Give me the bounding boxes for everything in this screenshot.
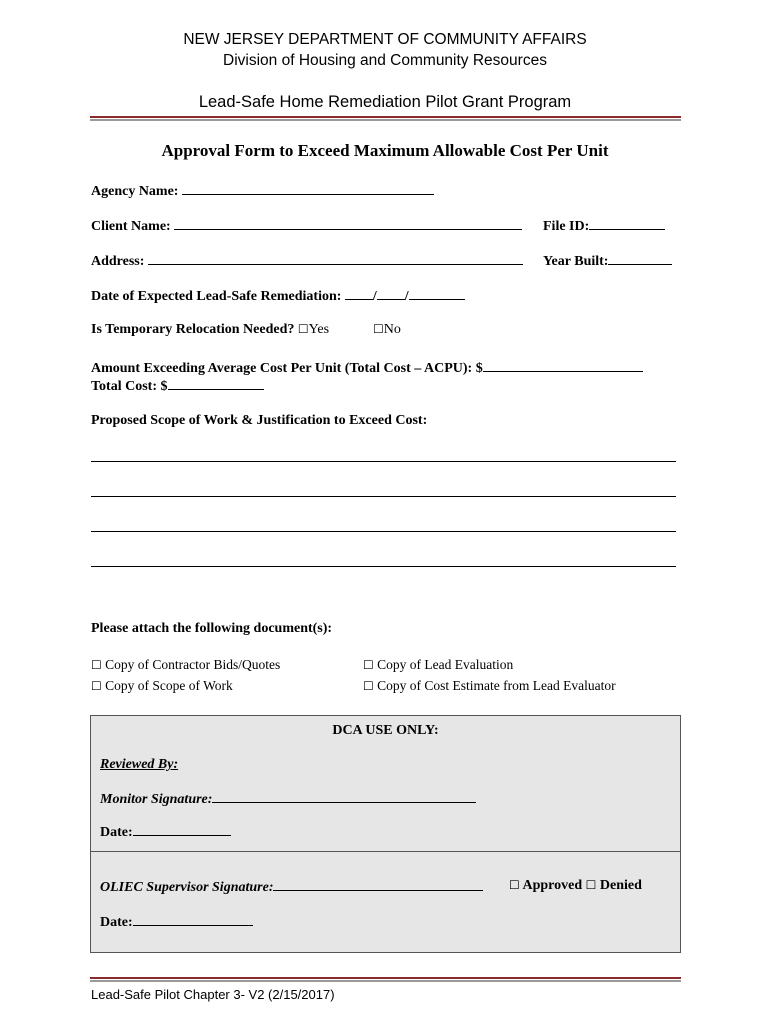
approved-label: Approved	[522, 878, 583, 893]
attachment-item	[363, 678, 616, 694]
address-row	[91, 252, 523, 270]
supervisor-date-field[interactable]	[133, 913, 253, 926]
attachment-label: Copy of Contractor Bids/Quotes	[105, 657, 281, 672]
yes-label: Yes	[308, 322, 330, 337]
year-built-field[interactable]	[608, 252, 672, 265]
scope-label: Proposed Scope of Work & Justification to Exceed Cost:	[91, 413, 428, 428]
checkbox-icon[interactable]: ☐	[585, 878, 597, 892]
address-field[interactable]	[148, 252, 523, 265]
header-rule-red	[90, 116, 681, 118]
scope-line-3[interactable]	[91, 531, 676, 532]
monitor-date-row	[100, 823, 231, 841]
file-id-label: File ID:	[543, 219, 590, 234]
checkbox-icon[interactable]: ☐	[363, 658, 374, 672]
total-cost-field[interactable]	[168, 377, 264, 390]
reviewed-by-label: Reviewed By:	[100, 757, 179, 772]
remediation-date-row	[91, 287, 465, 305]
total-cost-row	[91, 377, 264, 395]
agency-name-row	[91, 182, 434, 200]
attachment-label: Copy of Scope of Work	[105, 678, 233, 693]
monitor-signature-row	[100, 790, 476, 808]
monitor-signature-field[interactable]	[212, 790, 476, 803]
supervisor-date-label: Date:	[100, 915, 133, 930]
address-label: Address:	[91, 254, 145, 269]
year-built-row	[543, 252, 672, 270]
form-title: Approval Form to Exceed Maximum Allowable Cost Per Unit	[161, 141, 609, 160]
header-agency: NEW JERSEY DEPARTMENT OF COMMUNITY AFFAIRS	[183, 31, 587, 48]
remediation-day-field[interactable]	[377, 287, 405, 300]
date-separator: /	[372, 289, 377, 304]
checkbox-icon[interactable]: ☐	[373, 322, 384, 336]
supervisor-signature-row	[100, 878, 483, 896]
denied-label: Denied	[599, 878, 642, 893]
checkbox-icon[interactable]: ☐	[91, 658, 102, 672]
header-division: Division of Housing and Community Resources	[223, 52, 547, 69]
approval-options	[509, 878, 642, 894]
remediation-date-label: Date of Expected Lead-Safe Remediation:	[91, 289, 342, 304]
date-separator: /	[404, 289, 409, 304]
file-id-row	[543, 217, 665, 235]
attachment-item	[91, 657, 280, 673]
supervisor-date-row	[100, 913, 253, 931]
scope-line-2[interactable]	[91, 496, 676, 497]
client-name-row	[91, 217, 522, 235]
checkbox-icon[interactable]: ☐	[509, 878, 520, 892]
file-id-field[interactable]	[589, 217, 665, 230]
no-label: No	[383, 322, 401, 337]
monitor-date-field[interactable]	[133, 823, 231, 836]
supervisor-signature-label: OLIEC Supervisor Signature:	[100, 880, 274, 895]
footer-rule-red	[90, 977, 681, 979]
amount-exceeding-field[interactable]	[483, 359, 643, 372]
monitor-date-label: Date:	[100, 825, 133, 840]
scope-line-4[interactable]	[91, 566, 676, 567]
remediation-month-field[interactable]	[345, 287, 373, 300]
footer-rule-gray	[90, 980, 681, 982]
attachment-item	[363, 657, 513, 673]
supervisor-box	[90, 851, 681, 953]
dca-use-only-box	[90, 715, 681, 852]
header-program: Lead-Safe Home Remediation Pilot Grant Program	[198, 93, 572, 111]
amount-exceeding-label: Amount Exceeding Average Cost Per Unit (Total Cost – ACPU): $	[91, 361, 483, 376]
attach-label: Please attach the following document(s):	[91, 621, 333, 636]
monitor-signature-label: Monitor Signature:	[100, 792, 213, 807]
year-built-label: Year Built:	[543, 254, 609, 269]
supervisor-signature-field[interactable]	[273, 878, 483, 891]
footer-text: Lead-Safe Pilot Chapter 3- V2 (2/15/2017)	[91, 987, 335, 1002]
attachment-label: Copy of Lead Evaluation	[377, 657, 514, 672]
attachment-label: Copy of Cost Estimate from Lead Evaluator	[377, 678, 616, 693]
checkbox-icon[interactable]: ☐	[297, 322, 309, 336]
client-name-field[interactable]	[174, 217, 522, 230]
agency-name-label: Agency Name:	[91, 184, 179, 199]
total-cost-label: Total Cost: $	[91, 379, 168, 394]
amount-exceeding-row	[91, 359, 643, 377]
remediation-year-field[interactable]	[409, 287, 465, 300]
checkbox-icon[interactable]: ☐	[363, 679, 374, 693]
header-rule-gray	[90, 119, 681, 121]
checkbox-icon[interactable]: ☐	[91, 679, 102, 693]
relocation-row	[91, 322, 329, 338]
agency-name-field[interactable]	[182, 182, 434, 195]
relocation-no-option	[373, 322, 401, 338]
attachment-item	[91, 678, 233, 694]
client-name-label: Client Name:	[91, 219, 171, 234]
dca-title: DCA USE ONLY:	[332, 723, 439, 738]
scope-line-1[interactable]	[91, 461, 676, 462]
relocation-label: Is Temporary Relocation Needed?	[91, 322, 295, 337]
